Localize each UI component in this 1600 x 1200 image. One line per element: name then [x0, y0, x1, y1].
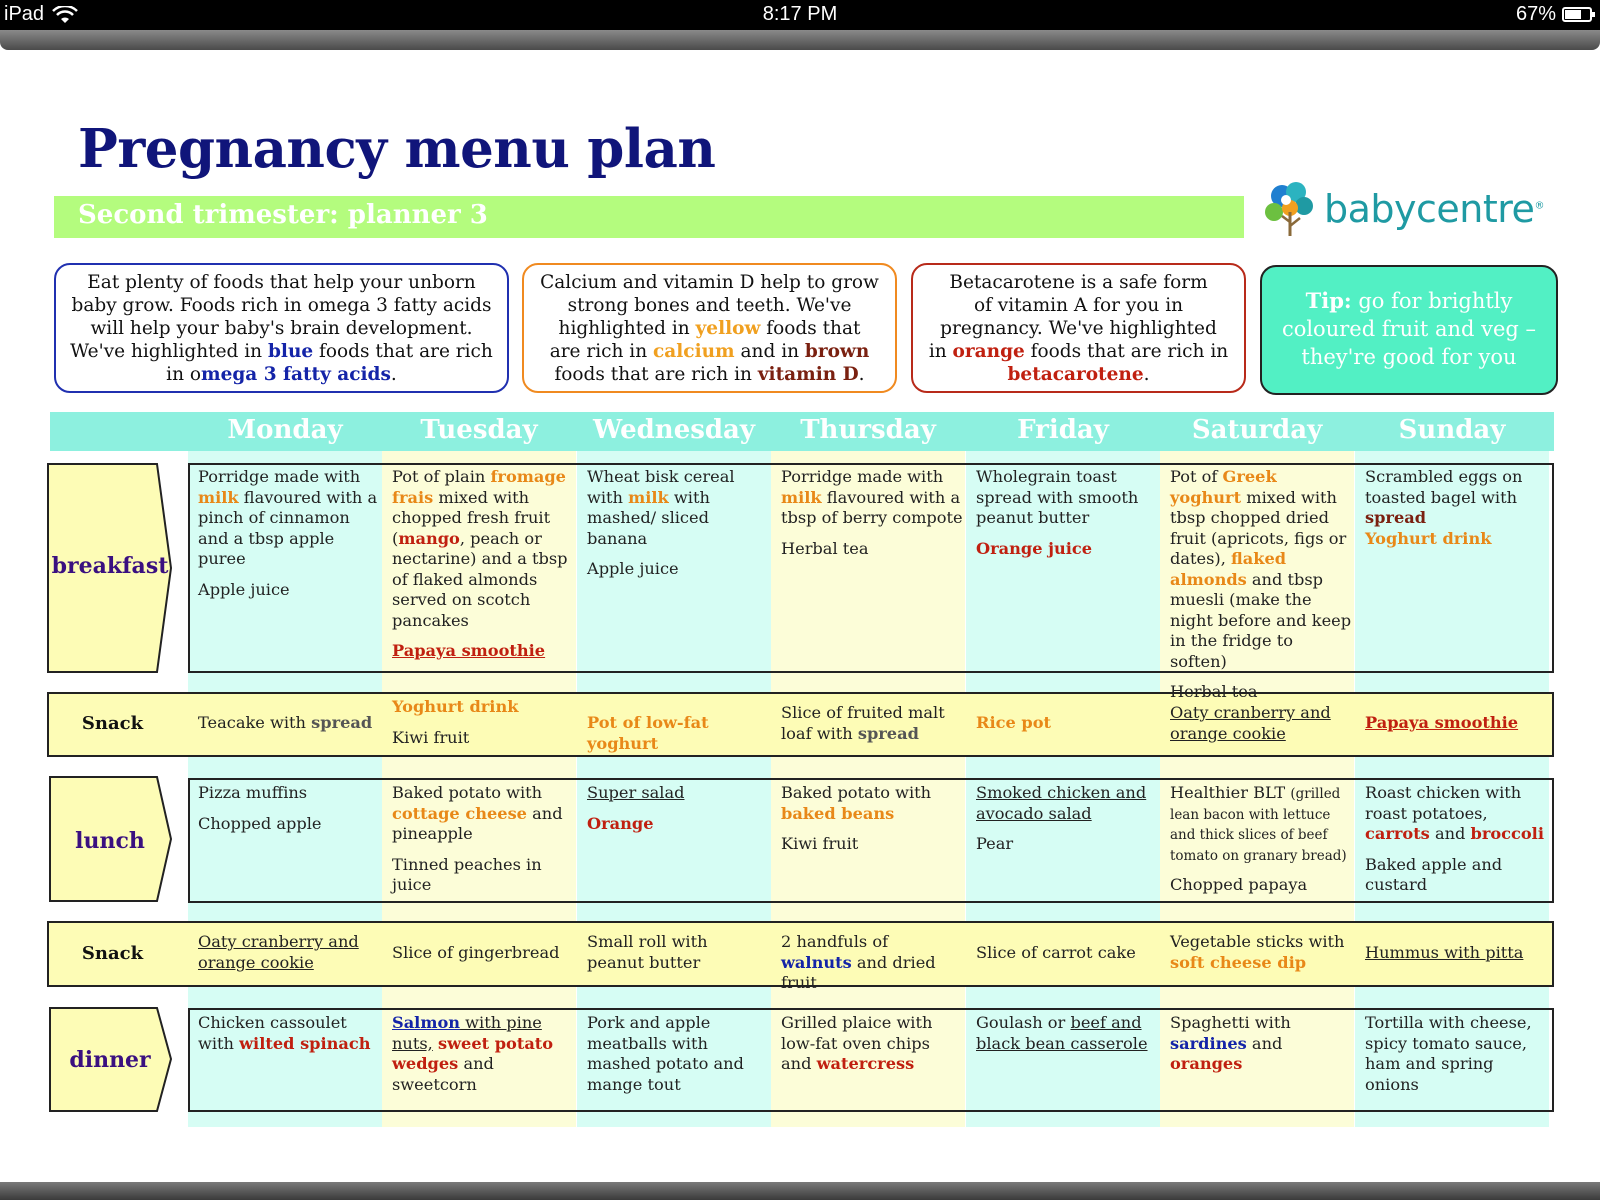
highlight-brown: vitamin D	[757, 364, 859, 385]
calcium-food: milk	[198, 487, 239, 507]
highlight-brown: brown	[804, 341, 870, 362]
text: Pear	[976, 834, 1014, 853]
text: Baked apple and custard	[1365, 854, 1503, 894]
dinner-tuesday	[382, 1013, 576, 1095]
text: .	[858, 364, 865, 385]
text: and in	[734, 341, 805, 362]
tip-text: go for brightly coloured fruit and veg – they're good for you	[1281, 289, 1537, 369]
snack2-friday	[966, 943, 1160, 964]
snack2-monday	[188, 932, 382, 973]
snack2-thursday	[771, 932, 965, 994]
text: .	[1143, 364, 1150, 385]
info-line: Eat plenty of foods that help your unborn	[87, 272, 476, 293]
lunch-wednesday	[577, 783, 771, 844]
text: flavoured with a pinch of cinnamon and a tbsp apple puree	[198, 487, 378, 568]
text: Kiwi fruit	[392, 727, 470, 747]
lunch-friday	[966, 783, 1160, 865]
dinner-thursday	[771, 1013, 965, 1075]
text: Slice of carrot cake	[976, 943, 1136, 962]
dinner-saturday	[1160, 1013, 1354, 1075]
info-line: will help your baby's brain development.	[90, 318, 473, 339]
text: Roast chicken with roast potatoes,	[1365, 783, 1522, 823]
text: foods that are rich in	[1024, 341, 1229, 362]
drink: Apple juice	[198, 579, 290, 599]
breakfast-friday	[966, 467, 1160, 569]
breakfast-thursday	[771, 467, 965, 569]
dinner-wednesday	[577, 1013, 771, 1095]
text: and pineapple	[392, 803, 563, 843]
info-line	[927, 363, 1230, 386]
text: Baked potato with	[392, 783, 543, 802]
highlight-blue: blue	[267, 341, 314, 362]
omega3-food: walnuts	[781, 952, 852, 972]
info-line	[538, 340, 881, 363]
lunch-saturday	[1160, 783, 1354, 906]
breakfast-label: breakfast	[51, 553, 169, 579]
text: Porridge made with	[781, 467, 944, 486]
tip-box	[1260, 265, 1558, 395]
subtitle-bar: Second trimester: planner 3	[54, 196, 1244, 238]
text: in o	[166, 364, 202, 385]
info-line: strong bones and teeth. We've	[567, 295, 852, 316]
text: and sweetcorn	[392, 1054, 494, 1094]
recipe-link[interactable]: Oaty cranberry and orange cookie	[1170, 703, 1331, 743]
text: Vegetable sticks with	[1170, 932, 1345, 951]
text: Small roll with peanut butter	[587, 932, 708, 972]
text: We've highlighted in	[70, 341, 268, 362]
recipe-link[interactable]: with pine nuts,	[392, 1013, 542, 1053]
text: Pork and apple meatballs with mashed potato and mange tout	[587, 1013, 744, 1094]
calcium-food: baked beans	[781, 803, 895, 823]
text: Wholegrain toast spread with smooth peanut butter	[976, 467, 1139, 527]
text: Spaghetti with	[1170, 1013, 1291, 1032]
info-line: Betacarotene is a safe form	[949, 272, 1208, 293]
vitamin-d-food: spread	[857, 723, 919, 743]
recipe-link[interactable]: Papaya smoothie	[392, 641, 546, 660]
breakfast-wednesday	[577, 467, 771, 590]
betacarotene-food: carrots	[1365, 824, 1430, 843]
page-title: Pregnancy menu plan	[78, 118, 716, 180]
betacarotene-food: broccoli	[1470, 824, 1544, 843]
text: Goulash or	[976, 1013, 1071, 1032]
dinner-friday	[966, 1013, 1160, 1054]
lunch-tuesday	[382, 783, 576, 906]
calcium-food: Yoghurt drink	[1365, 528, 1492, 548]
text: and dried fruit	[781, 952, 936, 992]
text: in	[928, 341, 953, 362]
recipe-link[interactable]: Papaya smoothie	[1365, 713, 1519, 732]
betacarotene-food: Orange juice	[976, 538, 1093, 558]
text: Porridge made with	[198, 467, 361, 486]
calcium-info-box	[522, 263, 897, 393]
snack1-friday	[966, 713, 1160, 734]
text: Chopped apple	[198, 813, 322, 833]
breakfast-saturday	[1160, 467, 1354, 713]
info-line	[538, 317, 881, 340]
text: .	[390, 364, 397, 385]
info-line: of vitamin A for you in	[973, 295, 1184, 316]
device-name: iPad	[4, 3, 45, 25]
omega3-food: sardines	[1170, 1033, 1247, 1053]
text: highlighted in	[558, 318, 696, 339]
tip-label: Tip:	[1305, 288, 1352, 313]
text: foods that are rich in	[554, 364, 758, 385]
text: and tbsp muesli (make the night before and keep in the fridge to soften)	[1170, 569, 1352, 671]
info-line: pregnancy. We've highlighted	[940, 318, 1217, 339]
text: Tortilla with cheese, spicy tomato sauce, ham and spring onions	[1365, 1013, 1532, 1094]
lunch-sunday	[1355, 783, 1549, 906]
text: with mashed/ sliced banana	[587, 487, 710, 548]
snack2-saturday	[1160, 932, 1354, 973]
day-friday: Friday	[1017, 415, 1109, 445]
calcium-food: milk	[781, 487, 822, 507]
battery-icon	[1562, 7, 1592, 22]
text: mixed with chopped fresh fruit (	[392, 487, 551, 548]
text: flavoured with a tbsp of berry compote	[781, 487, 963, 527]
text: Scrambled eggs on toasted bagel with	[1365, 467, 1523, 507]
drink: Apple juice	[587, 559, 679, 578]
day-saturday: Saturday	[1191, 415, 1323, 445]
text: Grilled plaice with low-fat oven chips and	[781, 1013, 933, 1073]
tree-icon	[1262, 178, 1320, 240]
betacarotene-food: sweet potato wedges	[392, 1033, 554, 1073]
text: Pot of plain	[392, 467, 491, 486]
logo-text	[1324, 187, 1544, 231]
clock: 8:17 PM	[762, 3, 838, 25]
info-line: Calcium and vitamin D help to grow	[540, 272, 879, 293]
calcium-food: cottage cheese	[392, 803, 527, 823]
dinner-monday	[188, 1013, 382, 1054]
babycentre-logo	[1262, 178, 1544, 240]
info-line	[538, 363, 881, 386]
text: are rich in	[549, 341, 654, 362]
calcium-food: soft cheese dip	[1170, 952, 1307, 972]
snack1-wednesday	[577, 713, 771, 754]
text: Chicken cassoulet with	[198, 1013, 347, 1053]
snack1-label: Snack	[81, 713, 144, 734]
day-sunday: Sunday	[1398, 415, 1506, 445]
betacarotene-food: watercress	[816, 1054, 915, 1073]
text: foods that	[760, 318, 861, 339]
omega-info-box	[54, 263, 509, 393]
text: mixed with tbsp chopped dried fruit (apricots, figs or dates),	[1170, 487, 1347, 568]
logo-mark: ®	[1534, 200, 1544, 212]
text: (grilled lean bacon with lettuce and thick slices of beef tomato on granary bread)	[1170, 786, 1347, 864]
text: Pot of	[1170, 467, 1223, 486]
text: Chopped papaya	[1170, 875, 1308, 894]
info-line: baby grow. Foods rich in omega 3 fatty acids	[71, 295, 492, 316]
breakfast-tuesday	[382, 467, 576, 672]
betacarotene-food: mango	[398, 528, 460, 548]
snack2-label: Snack	[81, 943, 144, 964]
battery-fill	[1565, 10, 1581, 19]
highlight-blue: mega 3 fatty acids	[201, 364, 391, 385]
status-bar	[0, 0, 1600, 30]
betacarotene-food: wilted spinach	[239, 1033, 371, 1053]
text: 2 handfuls of	[781, 932, 889, 951]
logo-word: babycentre	[1324, 187, 1535, 231]
day-wednesday: Wednesday	[592, 415, 756, 445]
lunch-label: lunch	[75, 828, 145, 854]
recipe-link[interactable]: Super salad	[587, 783, 685, 802]
snack1-sunday	[1355, 713, 1549, 734]
dinner-sunday	[1355, 1013, 1549, 1095]
text: Teacake with	[198, 713, 312, 732]
highlight-orange: betacarotene	[1007, 364, 1144, 385]
snack1-thursday	[771, 703, 965, 744]
recipe-link[interactable]: Oaty cranberry and orange cookie	[198, 932, 359, 972]
toolbar-shade	[0, 30, 1600, 50]
highlight-yellow: yellow	[695, 318, 761, 339]
drink: Herbal tea	[1170, 682, 1258, 701]
text: and	[1429, 824, 1471, 843]
snack2-tuesday	[382, 943, 576, 964]
recipe-link[interactable]: Hummus with pitta	[1365, 943, 1524, 962]
info-line	[927, 340, 1230, 363]
text: foods that are rich	[313, 341, 493, 362]
day-monday: Monday	[227, 415, 343, 445]
lunch-thursday	[771, 783, 965, 865]
vitamin-d-food: spread	[1365, 508, 1427, 527]
day-tuesday: Tuesday	[420, 415, 538, 445]
calcium-food: flaked almonds	[1170, 549, 1287, 589]
snack1-saturday	[1160, 703, 1354, 744]
text: Healthier BLT	[1170, 783, 1291, 802]
betacarotene-info-box	[911, 263, 1246, 393]
recipe-link[interactable]: Smoked chicken and avocado salad	[976, 783, 1147, 823]
snack2-sunday	[1355, 943, 1549, 964]
highlight-yellow: calcium	[653, 341, 735, 362]
recipe-link[interactable]: beef and black bean casserole	[976, 1013, 1148, 1053]
calcium-food: Rice pot	[976, 713, 1051, 732]
breakfast-monday	[188, 467, 382, 610]
breakfast-sunday	[1355, 467, 1549, 559]
bottom-shade	[0, 1182, 1600, 1200]
snack1-monday	[188, 713, 382, 734]
snack1-tuesday	[382, 697, 576, 758]
battery-percent: 67%	[1515, 3, 1556, 25]
text: and	[1246, 1033, 1283, 1053]
vitamin-d-food: spread	[311, 713, 373, 732]
text: Wheat bisk cereal with	[587, 467, 735, 507]
day-thursday: Thursday	[800, 415, 936, 445]
lunch-monday	[188, 783, 382, 844]
text: Baked potato with	[781, 783, 932, 802]
calcium-food: milk	[628, 487, 669, 507]
highlight-orange: orange	[952, 341, 1025, 362]
calcium-food: Pot of low-fat yoghurt	[587, 713, 709, 753]
dinner-label: dinner	[69, 1047, 151, 1073]
calcium-food: Yoghurt drink	[392, 697, 519, 716]
calcium-food: fromage frais	[392, 467, 566, 507]
text: Tinned peaches in juice	[392, 854, 542, 894]
snack2-wednesday	[577, 932, 771, 973]
text: Pizza muffins	[198, 783, 308, 802]
text: , peach or nectarine) and a tbsp of flaked almonds served on scotch pancakes	[392, 528, 568, 630]
drink: Herbal tea	[781, 538, 869, 558]
text: Kiwi fruit	[781, 834, 859, 853]
betacarotene-food: Orange	[587, 813, 654, 833]
betacarotene-food: oranges	[1170, 1054, 1243, 1073]
info-line	[70, 363, 493, 386]
text: Slice of fruited malt loaf with	[781, 703, 945, 743]
calcium-food: Greek yoghurt	[1170, 467, 1277, 507]
recipe-link[interactable]: Salmon	[392, 1013, 461, 1032]
text: Slice of gingerbread	[392, 943, 560, 962]
info-line	[70, 340, 493, 363]
